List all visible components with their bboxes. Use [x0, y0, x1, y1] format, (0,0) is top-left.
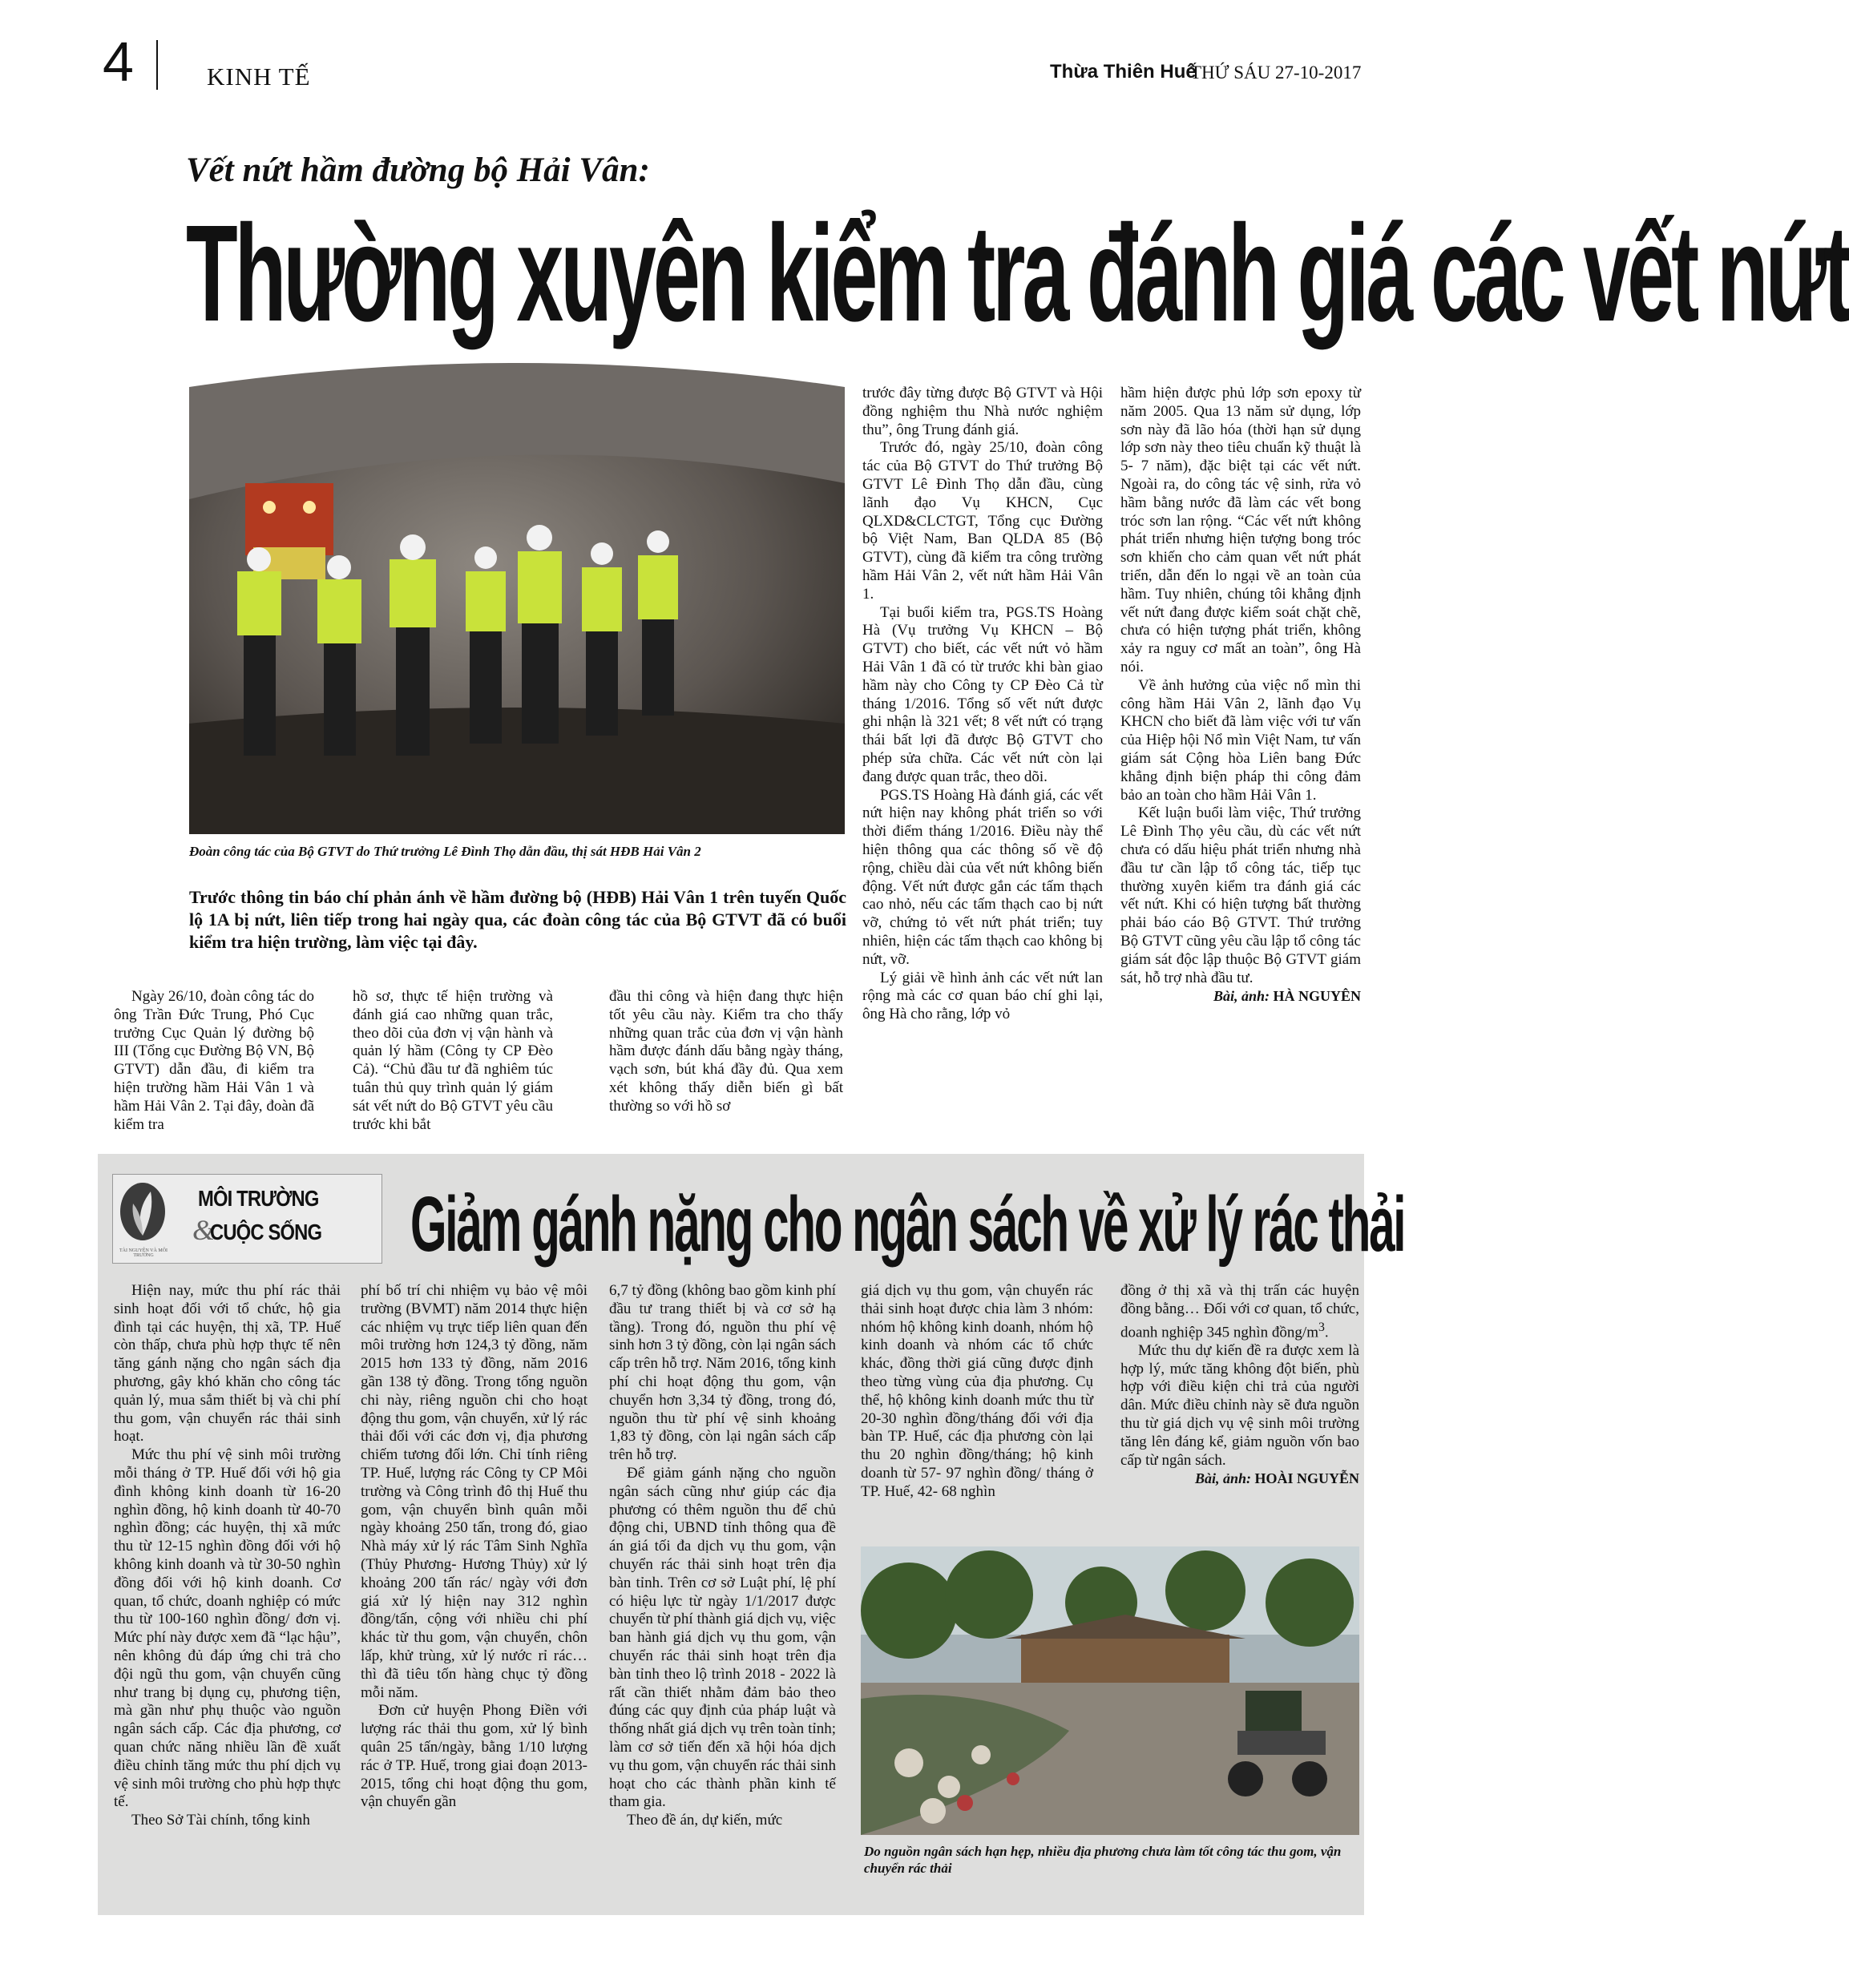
paragraph: hầm hiện được phủ lớp sơn epoxy từ năm 2005. Qua 13 năm sử dụng, lớp sơn này đã lão hóa (thời hạn sử dụng lớp sơn này theo tiêu chuẩn kỹ thuật là 5- 7 năm), đặc biệt tại các vết nứt. Ngoài ra, do công tác vệ sinh, rửa vỏ hầm bằng nước đã làm các vết bong tróc sơn lan rộng. “Các vết nứt không phát triển nhưng hiện tượng bong tróc sơn khiến cho cảm quan vết nứt phát triển, dẫn đến lo ngại về an toàn của hầm. Tuy nhiên, chúng tôi khẳng định vết nứt đang được kiểm soát chặt chẽ, chưa có hiện tượng phát triển, không xảy ra nguy cơ mất an toàn”, ông Hà nói. [1120, 385, 1361, 675]
article1-column-3 [609, 988, 843, 1116]
leaf-emblem-icon [119, 1179, 167, 1244]
article2-photo-caption: Do nguồn ngân sách hạn hẹp, nhiều địa phương chưa làm tốt công tác thu gom, vận chuyển rác thải [864, 1844, 1342, 1876]
paragraph: phí bố trí chi nhiệm vụ bảo vệ môi trường (BVMT) năm 2014 thực hiện các nhiệm vụ trực tiếp liên quan đến môi trường hơn 124,3 tỷ đồng, năm 2015 hơn 133 tỷ đồng, năm 2016 gần 138 tỷ đồng. Trong tổng nguồn chi này, riêng nguồn chi cho hoạt động thu gom, vận chuyển, xử lý rác thải đối với các đơn vị, địa phương chiếm tương đối lớn. Chỉ tính riêng TP. Huế, lượng rác Công ty CP Môi trường và Công trình đô thị Huế thu gom, vận chuyển bình quân mỗi ngày khoảng 250 tấn, trong đó, giao Nhà máy xử lý rác Tâm Sinh Nghĩa (Thủy Phương- Hương Thủy) xử lý khoảng 200 tấn rác/ ngày với đơn giá xử lý hiện nay 312 nghìn đồng/tấn, cộng với nhiều chi phí khác từ thu gom, vận chuyển, chôn lấp, khử trùng, xử lý nước rỉ rác… thì đã tiêu tốn hàng chục tỷ đồng mỗi năm. [361, 1282, 587, 1701]
tunnel-inspection-photo [189, 387, 845, 834]
paragraph: Về ảnh hưởng của việc nổ mìn thi công hầm Hải Vân 2, lãnh đạo Vụ KHCN cho biết đã làm việc với tư vấn của Hiệp hội Nổ mìn Việt Nam, tư vấn giám sát Cộng hòa Liên bang Đức khẳng định biện pháp thi công đảm bảo an toàn cho hầm Hải Vân 1. [1120, 676, 1361, 804]
paragraph: Đơn cử huyện Phong Điền với lượng rác thải thu gom, xử lý bình quân 25 tấn/ngày, bằng 1/10 lượng rác ở TP. Huế, trong giai đoạn 2013-2015, tổng chi hoạt động thu gom, vận chuyển gần [361, 1702, 587, 1811]
paragraph: Hiện nay, mức thu phí rác thải sinh hoạt đối với tổ chức, hộ gia đình tại các huyện, thị xã, TP. Huế còn thấp, chưa phù hợp thực tế nên tăng gánh nặng cho ngân sách địa phương, gây khó khăn cho công tác quản lý, mua sắm thiết bị và chi phí thu gom, vận chuyển rác thải sinh hoạt. [114, 1282, 341, 1446]
article1-column-4 [862, 385, 1103, 1024]
article2-column-3 [609, 1282, 836, 1830]
article1-photo-caption: Đoàn công tác của Bộ GTVT do Thứ trưởng Lê Đình Thọ dẫn đầu, thị sát HĐB Hải Vân 2 [189, 844, 701, 859]
article2-column-4 [861, 1282, 1093, 1502]
paragraph: Ngày 26/10, đoàn công tác do ông Trần Đức Trung, Phó Cục trưởng Cục Quản lý đường bộ III (Tổng cục Đường Bộ VN, Bộ GTVT) dẫn đầu, đi kiểm tra hiện trường hầm Hải Vân 1 và hầm Hải Vân 2. Tại đây, đoàn đã kiểm tra [114, 988, 314, 1133]
article2-column-2 [361, 1282, 587, 1812]
paragraph: PGS.TS Hoàng Hà đánh giá, các vết nứt hiện nay không phát triển so với thời điểm tháng 1/2016. Điều này thể hiện thông qua các thông số về độ rộng, chiều dài của vết nứt không biến động. Vết nứt được gắn các tấm thạch cao nhỏ, nếu các tấm thạch cao bị nứt vỡ, chứng tỏ vết nứt phát triển; tuy nhiên, hiện các tấm thạch cao không bị nứt, vỡ. [862, 786, 1103, 968]
header-divider [156, 40, 158, 90]
newspaper-name: Thừa Thiên Huế [1050, 61, 1197, 83]
paragraph-text: đồng ở thị xã và thị trấn các huyện đồng bằng… Đối với cơ quan, tổ chức, doanh nghiệp 345 nghìn đồng/m [1120, 1282, 1359, 1341]
paragraph: Trước đó, ngày 25/10, đoàn công tác của Bộ GTVT do Thứ trưởng Bộ GTVT Lê Đình Thọ dẫn đầu, cùng lãnh đạo Vụ KHCN, Cục QLXD&CLCTGT, Tổng cục Đường bộ Việt Nam, Ban QLDA 85 (Bộ GTVT), cùng đã kiểm tra công trường hầm Hải Vân 2, vết nứt hầm Hải Vân 1. [862, 439, 1103, 603]
article2-column-1 [114, 1282, 341, 1830]
issue-date: THỨ SÁU 27-10-2017 [1190, 63, 1362, 83]
paragraph [1120, 1282, 1359, 1342]
paragraph: trước đây từng được Bộ GTVT và Hội đồng nghiệm thu Nhà nước nghiệm thu”, ông Trung đánh giá. [862, 385, 1103, 438]
paragraph: Lý giải về hình ảnh các vết nứt lan rộng mà các cơ quan báo chí ghi lại, ông Hà cho rằng, lớp vỏ [862, 969, 1103, 1023]
section-name: KINH TẾ [207, 63, 311, 91]
logo-ampersand: & [192, 1214, 216, 1246]
paragraph: Theo Sở Tài chính, tổng kinh [131, 1812, 310, 1829]
paragraph: Kết luận buổi làm việc, Thứ trưởng Lê Đình Thọ yêu cầu, dù các vết nứt chưa có dấu hiệu phát triển nhưng nhà đầu tư cần lập tổ công tác, tiếp tục thường xuyên kiểm tra đánh giá các vết nứt. Khi có hiện tượng bất thường phải báo cáo Bộ GTVT. Thứ trưởng Bộ GTVT cũng yêu cầu lập tổ công tác giám sát độc lập thuộc Bộ GTVT giám sát, hỗ trợ nhà đầu tư. [1120, 804, 1361, 986]
logo-line-1: MÔI TRƯỜNG [198, 1186, 319, 1211]
byline-prefix: Bài, ảnh: [1213, 988, 1274, 1005]
article2-column-5 [1120, 1282, 1359, 1488]
byline-author: HOÀI NGUYỄN [1254, 1470, 1359, 1487]
article1-kicker: Vết nứt hầm đường bộ Hải Vân: [186, 151, 650, 189]
page-number: 4 [103, 30, 134, 93]
article1-column-2 [353, 988, 553, 1134]
article1-byline [1120, 987, 1361, 1006]
superscript: 3 [1318, 1320, 1325, 1334]
paragraph: Theo đề án, dự kiến, mức [627, 1812, 783, 1829]
article2-byline [1120, 1470, 1359, 1488]
paragraph: 6,7 tỷ đồng (không bao gồm kinh phí đầu tư trang thiết bị và cơ sở hạ tầng). Trong đó, nguồn thu phí vệ sinh hơn 3 tỷ đồng, còn lại ngân sách cấp trên hỗ trợ. Năm 2016, tổng kinh phí chi hoạt động thu gom, vận chuyển hơn 3,34 tỷ đồng, trong đó, nguồn thu từ phí vệ sinh khoảng 1,83 tỷ đồng, còn lại ngân sách cấp trên hỗ trợ. [609, 1282, 836, 1464]
article1-column-1 [114, 988, 314, 1134]
paragraph: Mức thu phí vệ sinh môi trường mỗi tháng ở TP. Huế đối với hộ gia đình không kinh doanh từ 16-20 nghìn đồng, hộ kinh doanh từ 40-70 nghìn đồng; các huyện, thị xã mức thu từ 12-15 nghìn đồng đối với hộ không kinh doanh và từ 30-50 nghìn đồng đối với hộ kinh doanh. Cơ quan, tổ chức, doanh nghiệp có mức thu từ 100-160 nghìn đồng/ đơn vị. Mức phí này được xem đã “lạc hậu”, nên không đủ đáp ứng chi trả cho đội ngũ thu gom, vận chuyển cũng như trang bị dụng cụ, phương tiện, mà gần như phụ thuộc vào nguồn ngân sách cấp. Các địa phương, cơ quan chức năng nhiều lần đề xuất điều chỉnh tăng mức thu phí dịch vụ vệ sinh môi trường cho phù hợp thực tế. [114, 1446, 341, 1811]
article2-headline: Giảm gánh nặng cho ngân sách về xử lý rác thải [410, 1180, 1405, 1268]
waste-collection-photo [861, 1546, 1359, 1835]
logo-subtitle: TÀI NGUYÊN VÀ MÔI TRƯỜNG [119, 1248, 168, 1258]
paragraph: Để giảm gánh nặng cho nguồn ngân sách cũng như giúp các địa phương có thêm nguồn thu để chủ động chi, UBND tỉnh thông qua đề án giá tối đa dịch vụ thu gom, vận chuyển rác thải sinh hoạt trên địa bàn tỉnh. Trên cơ sở Luật phí, lệ phí có hiệu lực từ ngày 1/1/2017 được chuyển từ phí thành giá dịch vụ, việc ban hành giá dịch vụ thu gom, vận chuyển rác thải sinh hoạt trên địa bàn tỉnh theo lộ trình 2018 - 2022 là rất cần thiết nhằm đảm bảo theo đúng các quy định của pháp luật và thống nhất giá dịch vụ trên toàn tỉnh; làm cơ sở tiến đến xã hội hóa dịch vụ thu gom, vận chuyển rác thải sinh hoạt cho các thành phần kinh tế tham gia. [609, 1464, 836, 1811]
paragraph-end: . [1324, 1323, 1329, 1341]
byline-prefix: Bài, ảnh: [1194, 1470, 1255, 1487]
byline-author: HÀ NGUYÊN [1273, 988, 1361, 1005]
paragraph: đầu thi công và hiện đang thực hiện tốt yêu cầu này. Kiểm tra cho thấy những quan trắc của đơn vị vận hành hầm được đánh dấu bằng ngày tháng, vạch sơn, bút khá đầy đủ. Qua xem xét không thấy diễn biến gì bất thường so với hồ sơ [609, 988, 843, 1115]
article1-lead: Trước thông tin báo chí phản ánh về hầm đường bộ (HĐB) Hải Vân 1 trên tuyến Quốc lộ 1A bị nứt, liên tiếp trong hai ngày qua, các đoàn công tác của Bộ GTVT đã có buổi kiểm tra hiện trường, làm việc tại đây. [189, 887, 846, 952]
paragraph: hồ sơ, thực tế hiện trường và đánh giá cao những quan trắc, theo dõi của đơn vị vận hành và quản lý hầm (Công ty CP Đèo Cả). “Chủ đầu tư đã nghiêm túc tuân thủ quy trình quản lý giám sát vết nứt do Bộ GTVT yêu cầu trước khi bắt [353, 988, 553, 1133]
article1-column-5 [1120, 385, 1361, 1006]
paragraph: giá dịch vụ thu gom, vận chuyển rác thải sinh hoạt được chia làm 3 nhóm: nhóm hộ không kinh doanh, nhóm hộ kinh doanh và nhóm các tổ chức khác, đồng thời giá cũng được định theo từng vùng của địa phương. Cụ thể, hộ không kinh doanh mức thu từ 20-30 nghìn đồng/tháng đối với địa bàn TP. Huế, các địa phương còn lại thu 20 nghìn đồng/tháng; hộ kinh doanh từ 57- 97 nghìn đồng/ tháng ở TP. Huế, 42- 68 nghìn [861, 1282, 1093, 1500]
article1-headline: Thường xuyên kiểm tra đánh giá các vết nứt [186, 197, 1849, 351]
paragraph: Tại buổi kiểm tra, PGS.TS Hoàng Hà (Vụ trưởng Vụ KHCN – Bộ GTVT) cho biết, các vết nứt vỏ hầm Hải Vân 1 đã có từ trước khi bàn giao hầm này cho Công ty CP Đèo Cả từ tháng 1/2016. Tổng số vết nứt được ghi nhận là 321 vết; 8 vết nứt có trạng thái bất lợi đã được Bộ GTVT cho phép sửa chữa. Các vết nứt còn lại đang được quan trắc, theo dõi. [862, 603, 1103, 785]
logo-line-2: CUỘC SỐNG [210, 1220, 322, 1244]
paragraph: Mức thu dự kiến đề ra được xem là hợp lý, mức tăng không đột biến, phù hợp với điều kiện chi trả của người dân. Mức điều chỉnh này sẽ đưa nguồn thu từ giá dịch vụ vệ sinh môi trường tăng lên đáng kể, giảm nguồn vốn bao cấp từ ngân sách. [1120, 1341, 1359, 1469]
